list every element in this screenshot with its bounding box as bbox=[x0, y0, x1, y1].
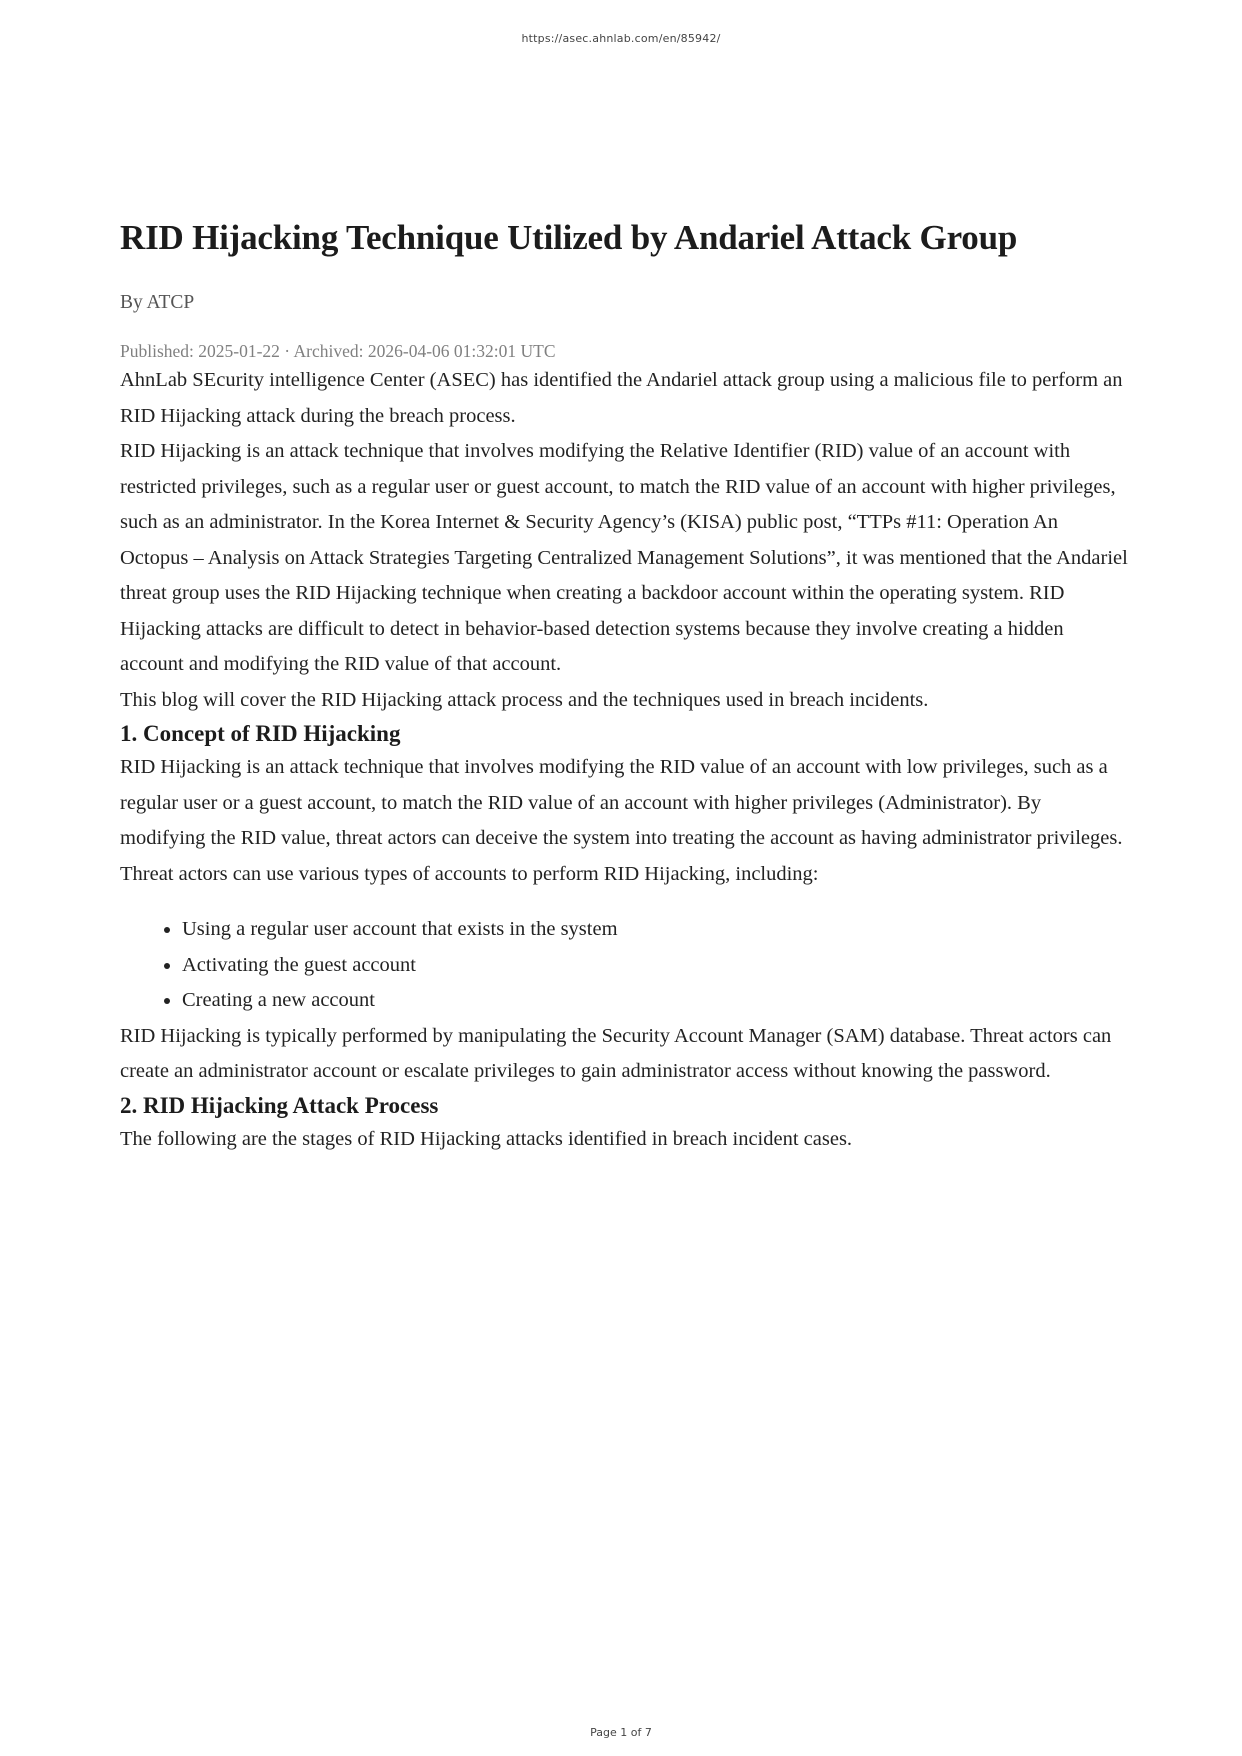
section-paragraph: RID Hijacking is an attack technique that involves modifying the RID value of an account with low privileges, such as a regular user or a guest account, to match the RID value of an account with higher privileges (Administrator). By modifying the RID value, threat actors can deceive the system into treating the account as having administrator privileges. Threat actors can use various types of accounts to perform RID Hijacking, including: bbox=[120, 756, 1123, 885]
section-heading: 1. Concept of RID Hijacking bbox=[120, 721, 401, 746]
intro-paragraph: AhnLab SEcurity intelligence Center (ASEC) has identified the Andariel attack group using a malicious file to perform an RID Hijacking attack during the breach process. bbox=[120, 369, 1123, 427]
article-meta: Published: 2025-01-22 · Archived: 2026-04-06 01:32:01 UTC bbox=[120, 341, 556, 361]
section-paragraph: The following are the stages of RID Hijacking attacks identified in breach incident cases. bbox=[120, 1127, 853, 1150]
article-title: RID Hijacking Technique Utilized by Andariel Attack Group bbox=[120, 218, 1018, 257]
intro-paragraph: RID Hijacking is an attack technique that involves modifying the Relative Identifier (RID) value of an account with restricted privileges, such as a regular user or guest account, to match the RID value of an account with higher privileges, such as an administrator. In the Korea Internet & Security Agency’s (KISA) public post, “TTPs #11: Operation An Octopus – Analysis on Attack Strategies Targeting Centralized Management Solutions”, it was mentioned that the Andariel threat group uses the RID Hijacking technique when creating a backdoor account within the operating system. RID Hijacking attacks are difficult to detect in behavior-based detection systems because they involve creating a hidden account and modifying the RID value of that account. bbox=[120, 440, 1128, 675]
page-url: https://asec.ahnlab.com/en/85942/ bbox=[521, 32, 721, 45]
list-item: • Creating a new account bbox=[182, 983, 1130, 1019]
intro-paragraph: This blog will cover the RID Hijacking attack process and the techniques used in breach incidents. bbox=[120, 688, 929, 711]
article bbox=[120, 212, 1130, 1157]
page-number: Page 1 of 7 bbox=[590, 1726, 652, 1739]
account-types-list bbox=[120, 912, 1130, 1019]
section-heading: 2. RID Hijacking Attack Process bbox=[120, 1092, 439, 1118]
list-item: • Using a regular user account that exists in the system bbox=[182, 912, 1130, 948]
list-item: • Activating the guest account bbox=[182, 948, 1130, 984]
section-paragraph: RID Hijacking is typically performed by manipulating the Security Account Manager (SAM) database. Threat actors can create an administrator account or escalate privileges to gain administrator access without knowing the password. bbox=[120, 1024, 1112, 1082]
article-byline: By ATCP bbox=[120, 292, 195, 313]
